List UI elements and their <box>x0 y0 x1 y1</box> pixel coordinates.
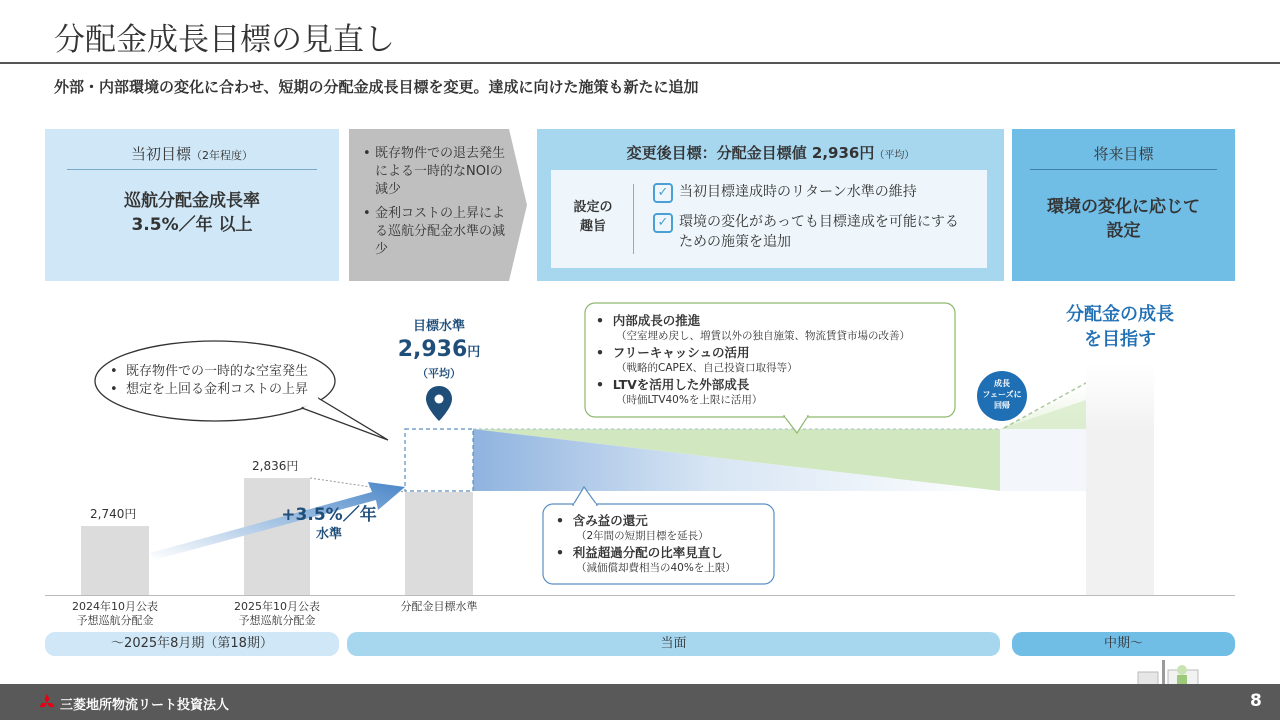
target-dashed-box <box>405 429 473 491</box>
location-pin-icon <box>426 386 452 421</box>
initial-target-heading-note: （2年程度） <box>191 149 253 162</box>
growth-label <box>274 504 384 544</box>
future-target-body-line2: 設定 <box>1106 221 1141 241</box>
purpose-label-line2: 趣旨 <box>579 219 606 234</box>
bubble-text <box>110 363 308 399</box>
purpose-point-text: 環境の変化があっても目標達成を可能にするための施策を追加 <box>679 214 959 250</box>
company-logo <box>38 694 56 712</box>
upper-callout-head-text: LTVを活用した外部成長 <box>612 377 750 392</box>
growth-label-rate: +3.5%／年 <box>281 505 377 525</box>
future-growth-line2: を目指す <box>1084 329 1156 350</box>
lower-callout-head: • 含み益の還元 <box>556 513 648 528</box>
check-icon: ✓ <box>653 213 673 233</box>
page-number: 8 <box>1250 691 1262 711</box>
bar-2024 <box>81 526 149 595</box>
bubble-item: • 想定を上回る金利コストの上昇 <box>110 382 308 397</box>
future-growth-label <box>1040 302 1200 352</box>
bar-2024-value: 2,740円 <box>90 507 137 521</box>
upper-callout-note: （時価LTV40%を上限に活用） <box>616 394 763 406</box>
upper-callout-head-text: 内部成長の推進 <box>612 313 701 328</box>
bar-2025-value: 2,836円 <box>252 459 299 473</box>
target-level-heading: 目標水準 <box>412 319 465 334</box>
phase-badge-line3: 回帰 <box>994 401 1010 410</box>
future-target-body-line1: 環境の変化に応じて <box>1047 197 1200 217</box>
future-bar <box>1086 365 1154 595</box>
x-label-target: 分配金目標水準 <box>400 600 478 613</box>
bubble-item-text: 想定を上回る金利コストの上昇 <box>125 382 308 397</box>
x-label-2024-line2: 予想巡航分配金 <box>76 614 154 627</box>
phase-badge-line1: 成長 <box>994 379 1010 388</box>
growth-label-level: 水準 <box>315 527 342 542</box>
future-light-band <box>1000 429 1088 491</box>
bar-target <box>405 492 473 595</box>
upper-callout-text <box>596 312 948 408</box>
chart-baseline <box>45 595 1235 596</box>
lower-callout-head: • 利益超過分配の比率見直し <box>556 545 723 560</box>
upper-callout-head-text: フリーキャッシュの活用 <box>612 345 750 360</box>
lower-callout-note: （減価償却費相当の40%を上限） <box>576 562 736 574</box>
target-level-label <box>389 318 489 381</box>
purpose-point-text: 当初目標達成時のリターン水準の維持 <box>679 184 917 200</box>
page-subtitle: 外部・内部環境の変化に合わせ、短期の分配金成長目標を変更。達成に向けた施策も新たに追加 <box>54 78 699 96</box>
change-factor-item: • 金利コストの上昇による巡航分配金水準の減少 <box>363 205 513 259</box>
upper-callout-note: （空室埋め戻し、増賃以外の独自施策、物流賃貸市場の改善） <box>616 330 910 342</box>
upper-callout-head: • LTVを活用した外部成長 <box>596 377 750 392</box>
bubble-item-text: 既存物件での一時的な空室発生 <box>125 364 308 379</box>
timeline-period-2: 当面 <box>347 632 1000 656</box>
x-label-2025 <box>217 600 337 628</box>
purpose-label-line1: 設定の <box>573 200 613 215</box>
page-title: 分配金成長目標の見直し <box>54 22 395 58</box>
target-level-note: （平均） <box>417 367 461 380</box>
upper-callout-head: • フリーキャッシュの活用 <box>596 345 750 360</box>
phase-badge-line2: フェーズに <box>982 390 1022 399</box>
initial-target-body-line1: 巡航分配金成長率 <box>124 191 260 211</box>
phase-badge-text <box>977 378 1027 411</box>
lower-callout-head-text: 利益超過分配の比率見直し <box>572 545 723 560</box>
changed-target-heading-text: 変更後目標：分配金目標値 2,936円 <box>626 144 875 162</box>
initial-target-heading-text: 当初目標 <box>130 145 191 163</box>
changed-target-heading-note: （平均） <box>874 150 915 161</box>
lower-callout-text <box>556 512 768 576</box>
change-factor-item: • 既存物件での退去発生による一時的なNOIの減少 <box>363 145 513 199</box>
check-icon: ✓ <box>653 183 673 203</box>
upper-callout-head: • 内部成長の推進 <box>596 313 701 328</box>
future-target-heading: 将来目標 <box>1093 145 1154 163</box>
timeline-period-1: ～2025年8月期（第18期） <box>45 632 339 656</box>
lower-callout-head-text: 含み益の還元 <box>572 513 648 528</box>
future-growth-line1: 分配金の成長 <box>1066 304 1174 325</box>
company-name: 三菱地所物流リート投資法人 <box>60 698 230 713</box>
target-level-value: 2,936 <box>397 337 468 362</box>
lower-callout-note: （2年間の短期目標を延長） <box>576 530 709 542</box>
x-label-2025-line2: 予想巡航分配金 <box>238 614 316 627</box>
footer-bar <box>0 684 1280 720</box>
x-label-2024 <box>55 600 175 628</box>
bubble-item: • 既存物件での一時的な空室発生 <box>110 364 308 379</box>
upper-callout-note: （戦略的CAPEX、自己投資口取得等） <box>616 362 798 374</box>
timeline-period-3: 中期～ <box>1012 632 1235 656</box>
target-level-unit: 円 <box>467 345 481 360</box>
x-label-2024-line1: 2024年10月公表 <box>72 600 158 613</box>
initial-target-body-line2: 3.5%／年 以上 <box>131 215 253 235</box>
x-label-2025-line1: 2025年10月公表 <box>234 600 320 613</box>
